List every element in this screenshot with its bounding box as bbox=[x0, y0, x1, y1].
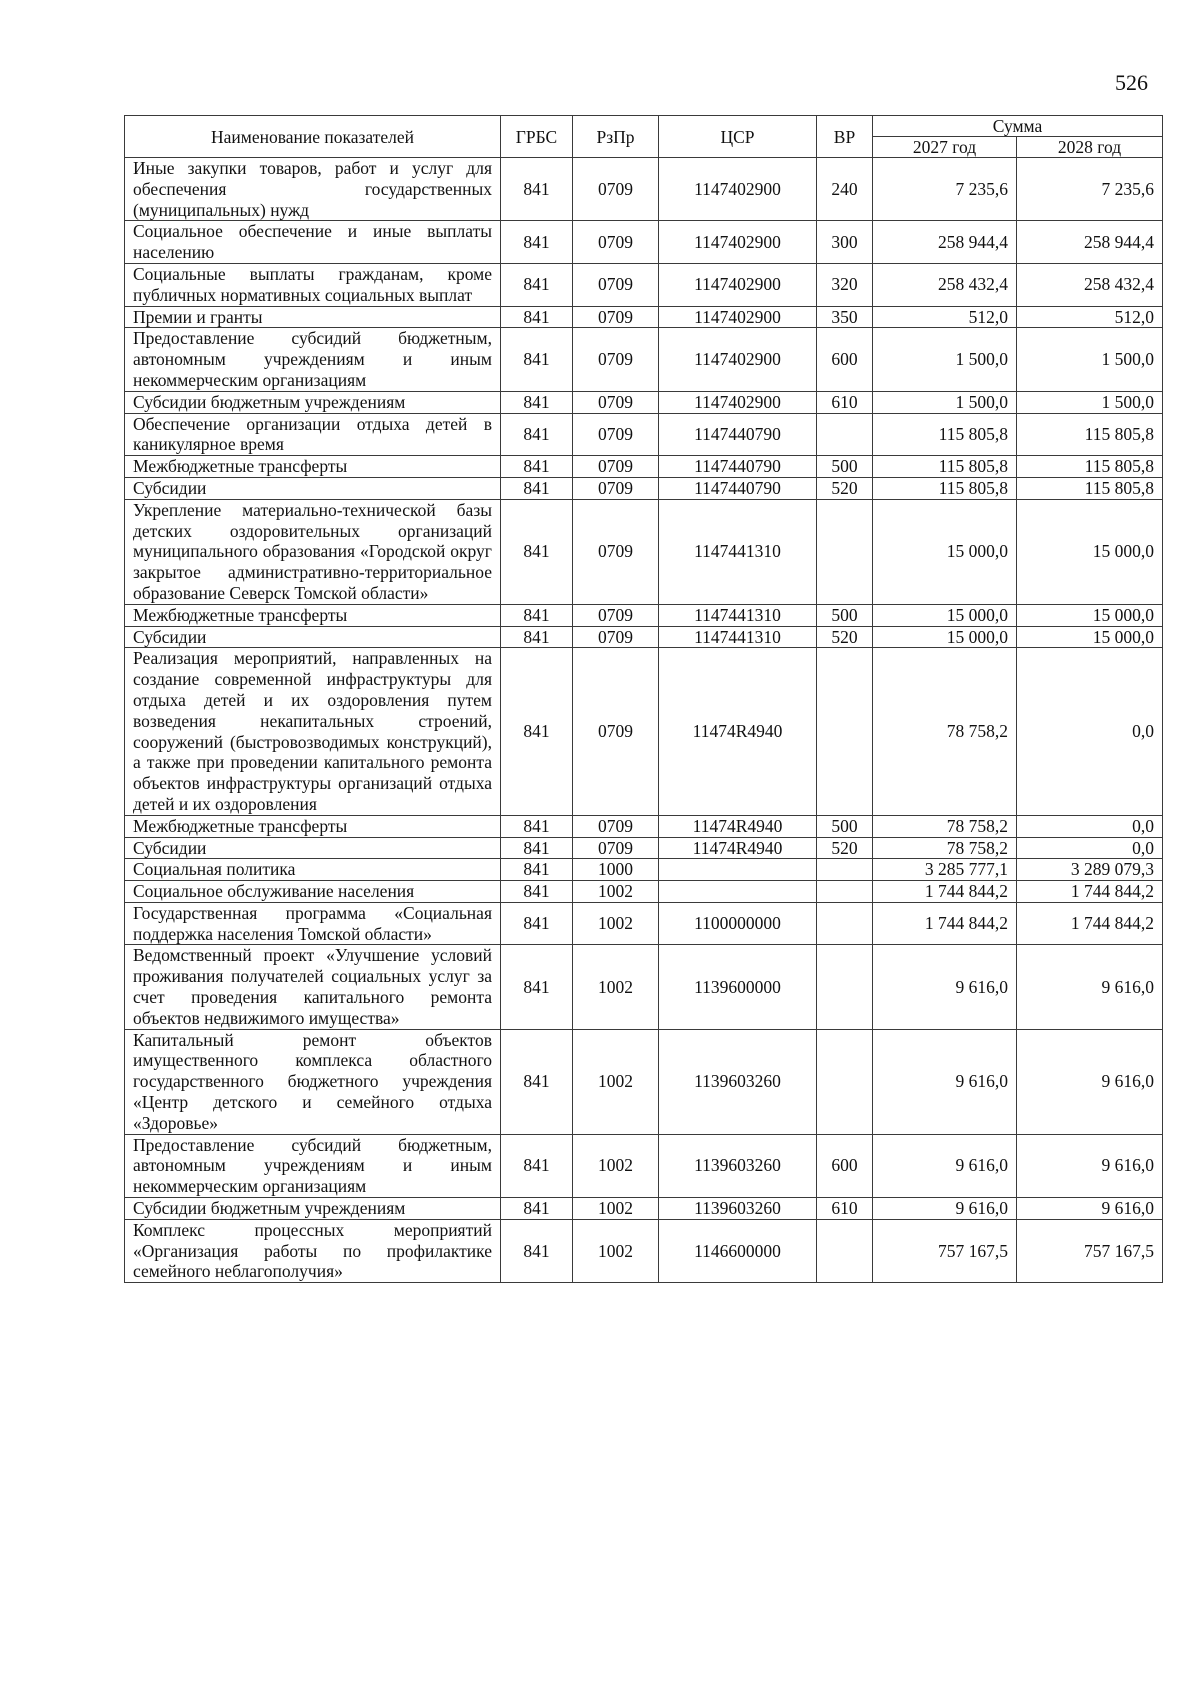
cell-grbs: 841 bbox=[501, 1134, 573, 1197]
cell-grbs: 841 bbox=[501, 499, 573, 604]
cell-grbs: 841 bbox=[501, 1198, 573, 1220]
table-row bbox=[125, 902, 1163, 945]
cell-vr bbox=[817, 499, 873, 604]
cell-csr: 1139600000 bbox=[659, 945, 817, 1029]
cell-csr: 11474R4940 bbox=[659, 648, 817, 815]
cell-sum-2028: 7 235,6 bbox=[1017, 158, 1163, 221]
cell-sum-2027: 757 167,5 bbox=[873, 1219, 1017, 1282]
cell-csr: 1147402900 bbox=[659, 306, 817, 328]
cell-sum-2028: 15 000,0 bbox=[1017, 604, 1163, 626]
cell-rzpr: 0709 bbox=[573, 626, 659, 648]
cell-vr: 320 bbox=[817, 263, 873, 306]
cell-name: Предоставление субсидий бюджетным, автономным учреждениям и иным некоммерческим организациям bbox=[125, 328, 501, 391]
cell-name: Субсидии bbox=[125, 837, 501, 859]
cell-vr: 500 bbox=[817, 456, 873, 478]
cell-sum-2028: 115 805,8 bbox=[1017, 456, 1163, 478]
cell-rzpr: 0709 bbox=[573, 221, 659, 264]
cell-csr: 11474R4940 bbox=[659, 815, 817, 837]
cell-name: Ведомственный проект «Улучшение условий проживания получателей социальных услуг за счет проведения капитального ремонта объектов недвижимого имущества» bbox=[125, 945, 501, 1029]
cell-sum-2028: 115 805,8 bbox=[1017, 477, 1163, 499]
cell-csr: 1146600000 bbox=[659, 1219, 817, 1282]
cell-name: Комплекс процессных мероприятий «Организация работы по профилактике семейного неблагополучия» bbox=[125, 1219, 501, 1282]
table-row bbox=[125, 604, 1163, 626]
cell-grbs: 841 bbox=[501, 158, 573, 221]
header-year-2028: 2028 год bbox=[1017, 137, 1163, 158]
cell-sum-2028: 258 944,4 bbox=[1017, 221, 1163, 264]
table-row bbox=[125, 1198, 1163, 1220]
table-row bbox=[125, 328, 1163, 391]
cell-csr: 1147441310 bbox=[659, 626, 817, 648]
cell-vr: 300 bbox=[817, 221, 873, 264]
cell-vr: 240 bbox=[817, 158, 873, 221]
cell-vr: 610 bbox=[817, 391, 873, 413]
cell-sum-2027: 1 744 844,2 bbox=[873, 902, 1017, 945]
cell-sum-2027: 78 758,2 bbox=[873, 815, 1017, 837]
cell-name: Предоставление субсидий бюджетным, автономным учреждениям и иным некоммерческим организациям bbox=[125, 1134, 501, 1197]
cell-rzpr: 0709 bbox=[573, 477, 659, 499]
cell-grbs: 841 bbox=[501, 456, 573, 478]
cell-name: Социальные выплаты гражданам, кроме публичных нормативных социальных выплат bbox=[125, 263, 501, 306]
table-row bbox=[125, 221, 1163, 264]
cell-name: Государственная программа «Социальная поддержка населения Томской области» bbox=[125, 902, 501, 945]
cell-grbs: 841 bbox=[501, 604, 573, 626]
cell-rzpr: 0709 bbox=[573, 837, 659, 859]
cell-sum-2027: 78 758,2 bbox=[873, 648, 1017, 815]
table-row bbox=[125, 859, 1163, 881]
cell-csr: 1147440790 bbox=[659, 477, 817, 499]
cell-rzpr: 0709 bbox=[573, 413, 659, 456]
header-vr: ВР bbox=[817, 116, 873, 158]
cell-sum-2028: 258 432,4 bbox=[1017, 263, 1163, 306]
table-row bbox=[125, 499, 1163, 604]
cell-name: Субсидии bbox=[125, 626, 501, 648]
cell-csr bbox=[659, 881, 817, 903]
cell-rzpr: 1002 bbox=[573, 1198, 659, 1220]
cell-sum-2028: 1 500,0 bbox=[1017, 391, 1163, 413]
cell-sum-2027: 78 758,2 bbox=[873, 837, 1017, 859]
table-row bbox=[125, 1029, 1163, 1134]
cell-sum-2028: 3 289 079,3 bbox=[1017, 859, 1163, 881]
cell-sum-2027: 1 500,0 bbox=[873, 391, 1017, 413]
page-number: 526 bbox=[1115, 70, 1148, 95]
cell-grbs: 841 bbox=[501, 626, 573, 648]
cell-sum-2027: 15 000,0 bbox=[873, 626, 1017, 648]
cell-rzpr: 0709 bbox=[573, 815, 659, 837]
header-sum: Сумма bbox=[873, 116, 1163, 137]
cell-sum-2027: 15 000,0 bbox=[873, 499, 1017, 604]
cell-grbs: 841 bbox=[501, 221, 573, 264]
cell-rzpr: 0709 bbox=[573, 648, 659, 815]
cell-csr: 1147402900 bbox=[659, 158, 817, 221]
cell-csr: 1147402900 bbox=[659, 328, 817, 391]
cell-rzpr: 1002 bbox=[573, 945, 659, 1029]
header-year-2027: 2027 год bbox=[873, 137, 1017, 158]
cell-sum-2028: 9 616,0 bbox=[1017, 1198, 1163, 1220]
cell-rzpr: 1002 bbox=[573, 1029, 659, 1134]
table-row bbox=[125, 263, 1163, 306]
table-body bbox=[125, 158, 1163, 1283]
table-row bbox=[125, 815, 1163, 837]
header-csr: ЦСР bbox=[659, 116, 817, 158]
table-row bbox=[125, 945, 1163, 1029]
cell-grbs: 841 bbox=[501, 648, 573, 815]
cell-vr bbox=[817, 1219, 873, 1282]
cell-grbs: 841 bbox=[501, 263, 573, 306]
cell-rzpr: 0709 bbox=[573, 306, 659, 328]
cell-name: Социальное обеспечение и иные выплаты населению bbox=[125, 221, 501, 264]
cell-csr: 1139603260 bbox=[659, 1029, 817, 1134]
cell-vr: 520 bbox=[817, 626, 873, 648]
table-row bbox=[125, 477, 1163, 499]
table-header bbox=[125, 116, 1163, 158]
cell-sum-2028: 9 616,0 bbox=[1017, 945, 1163, 1029]
cell-vr: 520 bbox=[817, 477, 873, 499]
cell-grbs: 841 bbox=[501, 413, 573, 456]
cell-name: Межбюджетные трансферты bbox=[125, 815, 501, 837]
cell-name: Укрепление материально-технической базы детских оздоровительных организаций муниципального образования «Городской округ закрытое административно-территориальное образование Северск Томской области» bbox=[125, 499, 501, 604]
cell-rzpr: 0709 bbox=[573, 604, 659, 626]
table-row bbox=[125, 1134, 1163, 1197]
cell-sum-2027: 115 805,8 bbox=[873, 456, 1017, 478]
cell-rzpr: 0709 bbox=[573, 391, 659, 413]
cell-vr: 520 bbox=[817, 837, 873, 859]
cell-sum-2028: 512,0 bbox=[1017, 306, 1163, 328]
cell-rzpr: 0709 bbox=[573, 499, 659, 604]
table-row bbox=[125, 456, 1163, 478]
cell-csr: 1147402900 bbox=[659, 263, 817, 306]
table-row bbox=[125, 881, 1163, 903]
cell-name: Межбюджетные трансферты bbox=[125, 456, 501, 478]
cell-grbs: 841 bbox=[501, 1219, 573, 1282]
cell-sum-2027: 1 500,0 bbox=[873, 328, 1017, 391]
cell-sum-2028: 1 500,0 bbox=[1017, 328, 1163, 391]
cell-csr: 1147402900 bbox=[659, 391, 817, 413]
cell-sum-2028: 0,0 bbox=[1017, 648, 1163, 815]
cell-sum-2028: 1 744 844,2 bbox=[1017, 902, 1163, 945]
cell-sum-2028: 9 616,0 bbox=[1017, 1029, 1163, 1134]
cell-vr bbox=[817, 902, 873, 945]
cell-sum-2028: 15 000,0 bbox=[1017, 499, 1163, 604]
cell-grbs: 841 bbox=[501, 1029, 573, 1134]
cell-name: Социальная политика bbox=[125, 859, 501, 881]
cell-sum-2028: 9 616,0 bbox=[1017, 1134, 1163, 1197]
cell-name: Обеспечение организации отдыха детей в каникулярное время bbox=[125, 413, 501, 456]
cell-sum-2028: 757 167,5 bbox=[1017, 1219, 1163, 1282]
cell-csr: 1139603260 bbox=[659, 1134, 817, 1197]
cell-csr: 1100000000 bbox=[659, 902, 817, 945]
cell-grbs: 841 bbox=[501, 945, 573, 1029]
cell-vr: 500 bbox=[817, 604, 873, 626]
table-row bbox=[125, 626, 1163, 648]
cell-vr bbox=[817, 859, 873, 881]
cell-sum-2028: 15 000,0 bbox=[1017, 626, 1163, 648]
cell-csr bbox=[659, 859, 817, 881]
table-row bbox=[125, 648, 1163, 815]
cell-rzpr: 1002 bbox=[573, 881, 659, 903]
header-name: Наименование показателей bbox=[125, 116, 501, 158]
cell-sum-2027: 7 235,6 bbox=[873, 158, 1017, 221]
cell-sum-2027: 512,0 bbox=[873, 306, 1017, 328]
cell-name: Иные закупки товаров, работ и услуг для обеспечения государственных (муниципальных) нужд bbox=[125, 158, 501, 221]
cell-grbs: 841 bbox=[501, 328, 573, 391]
cell-name: Премии и гранты bbox=[125, 306, 501, 328]
cell-csr: 11474R4940 bbox=[659, 837, 817, 859]
cell-sum-2027: 9 616,0 bbox=[873, 1134, 1017, 1197]
table-row bbox=[125, 158, 1163, 221]
cell-sum-2027: 15 000,0 bbox=[873, 604, 1017, 626]
cell-name: Социальное обслуживание населения bbox=[125, 881, 501, 903]
cell-name: Субсидии bbox=[125, 477, 501, 499]
cell-sum-2028: 0,0 bbox=[1017, 837, 1163, 859]
table-row bbox=[125, 391, 1163, 413]
cell-vr bbox=[817, 881, 873, 903]
cell-vr bbox=[817, 945, 873, 1029]
cell-vr: 600 bbox=[817, 1134, 873, 1197]
cell-grbs: 841 bbox=[501, 391, 573, 413]
cell-csr: 1147440790 bbox=[659, 456, 817, 478]
header-rzpr: РзПр bbox=[573, 116, 659, 158]
cell-rzpr: 1000 bbox=[573, 859, 659, 881]
table-row bbox=[125, 1219, 1163, 1282]
cell-rzpr: 0709 bbox=[573, 158, 659, 221]
cell-sum-2027: 115 805,8 bbox=[873, 413, 1017, 456]
table-row bbox=[125, 413, 1163, 456]
cell-name: Межбюджетные трансферты bbox=[125, 604, 501, 626]
cell-grbs: 841 bbox=[501, 881, 573, 903]
cell-grbs: 841 bbox=[501, 902, 573, 945]
cell-csr: 1147440790 bbox=[659, 413, 817, 456]
cell-sum-2028: 0,0 bbox=[1017, 815, 1163, 837]
cell-csr: 1147441310 bbox=[659, 604, 817, 626]
cell-sum-2027: 3 285 777,1 bbox=[873, 859, 1017, 881]
cell-sum-2028: 1 744 844,2 bbox=[1017, 881, 1163, 903]
cell-rzpr: 1002 bbox=[573, 1134, 659, 1197]
cell-csr: 1147402900 bbox=[659, 221, 817, 264]
cell-rzpr: 0709 bbox=[573, 328, 659, 391]
cell-vr bbox=[817, 1029, 873, 1134]
cell-csr: 1139603260 bbox=[659, 1198, 817, 1220]
cell-vr: 610 bbox=[817, 1198, 873, 1220]
cell-rzpr: 1002 bbox=[573, 902, 659, 945]
cell-sum-2027: 9 616,0 bbox=[873, 1198, 1017, 1220]
cell-vr: 500 bbox=[817, 815, 873, 837]
table-row bbox=[125, 306, 1163, 328]
cell-vr bbox=[817, 648, 873, 815]
cell-name: Субсидии бюджетным учреждениям bbox=[125, 391, 501, 413]
cell-sum-2027: 9 616,0 bbox=[873, 1029, 1017, 1134]
cell-rzpr: 1002 bbox=[573, 1219, 659, 1282]
header-grbs: ГРБС bbox=[501, 116, 573, 158]
cell-vr: 350 bbox=[817, 306, 873, 328]
cell-grbs: 841 bbox=[501, 477, 573, 499]
cell-sum-2027: 9 616,0 bbox=[873, 945, 1017, 1029]
cell-sum-2027: 1 744 844,2 bbox=[873, 881, 1017, 903]
cell-rzpr: 0709 bbox=[573, 456, 659, 478]
cell-name: Реализация мероприятий, направленных на создание современной инфраструктуры для отдыха детей и их оздоровления путем возведения некапитальных строений, сооружений (быстровозводимых конструкций), а также при проведении капитального ремонта объектов инфраструктуры организаций отдыха детей и их оздоровления bbox=[125, 648, 501, 815]
budget-table bbox=[124, 115, 1163, 1283]
cell-name: Субсидии бюджетным учреждениям bbox=[125, 1198, 501, 1220]
cell-sum-2027: 115 805,8 bbox=[873, 477, 1017, 499]
cell-sum-2027: 258 432,4 bbox=[873, 263, 1017, 306]
cell-rzpr: 0709 bbox=[573, 263, 659, 306]
cell-sum-2028: 115 805,8 bbox=[1017, 413, 1163, 456]
cell-sum-2027: 258 944,4 bbox=[873, 221, 1017, 264]
cell-grbs: 841 bbox=[501, 859, 573, 881]
table-row bbox=[125, 837, 1163, 859]
cell-vr bbox=[817, 413, 873, 456]
cell-grbs: 841 bbox=[501, 815, 573, 837]
cell-name: Капитальный ремонт объектов имущественного комплекса областного государственного бюджетного учреждения «Центр детского и семейного отдыха «Здоровье» bbox=[125, 1029, 501, 1134]
cell-grbs: 841 bbox=[501, 306, 573, 328]
cell-vr: 600 bbox=[817, 328, 873, 391]
cell-csr: 1147441310 bbox=[659, 499, 817, 604]
cell-grbs: 841 bbox=[501, 837, 573, 859]
